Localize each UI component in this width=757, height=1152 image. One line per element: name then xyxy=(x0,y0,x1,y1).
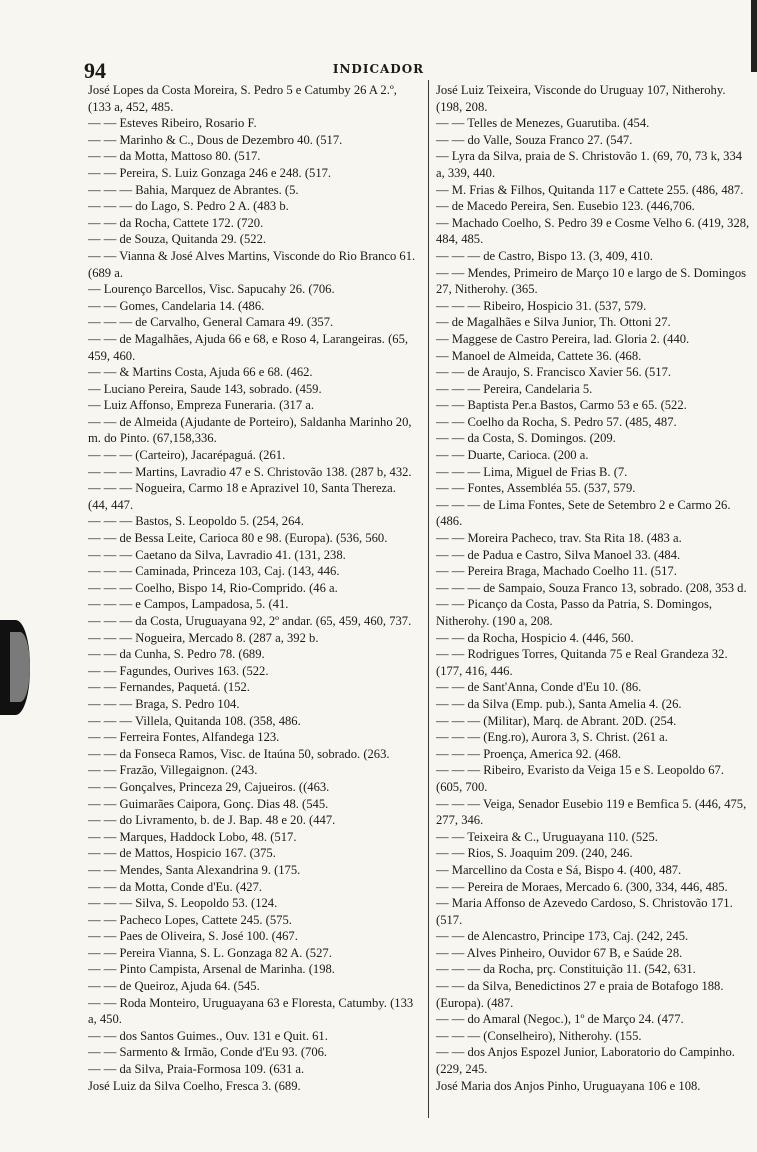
index-entry: — — Alves Pinheiro, Ouvidor 67 B, e Saúde 28. xyxy=(436,945,683,960)
index-entry: — — — da Rocha, prç. Constituição 11. (542, 631. xyxy=(436,962,696,977)
index-entry: — — Fagundes, Ourives 163. (522. xyxy=(88,663,269,678)
index-entry: — — de Queiroz, Ajuda 64. (545. xyxy=(88,979,260,994)
index-entry: — — — Bastos, S. Leopoldo 5. (254, 264. xyxy=(88,514,304,529)
index-entry: — — Rodrigues Torres, Quitanda 75 e Real Grandeza 32. (177, 416, 446. xyxy=(436,647,731,678)
index-entry: — — — Nogueira, Mercado 8. (287 a, 392 b. xyxy=(88,630,319,645)
column-divider xyxy=(428,80,429,1118)
index-entry: — — Mendes, Primeiro de Março 10 e largo de S. Domingos 27, Nitherohy. (365. xyxy=(436,265,750,297)
index-entry: — — — Coelho, Bispo 14, Rio-Comprido. (46 a. xyxy=(88,580,338,595)
index-entry: — — — Caetano da Silva, Lavradio 41. (131, 238. xyxy=(88,547,346,562)
index-entry: — — da Rocha, Cattete 172. (720. xyxy=(88,215,264,230)
index-entry: — — — Nogueira, Carmo 18 e Aprazivel 10, Santa Thereza. (44, 447. xyxy=(88,481,400,512)
index-entry: — Maggese de Castro Pereira, lad. Gloria 2. (440. xyxy=(436,331,690,346)
index-entry: — Lyra da Silva, praia de S. Christovão 1. (69, 70, 73 k, 334 a, 339, 440. xyxy=(436,149,746,180)
index-entry: — — — Veiga, Senador Eusebio 119 e Bemfica 5. (446, 475, 277, 346. xyxy=(436,796,750,828)
index-entry: — — Moreira Pacheco, trav. Sta Rita 18. (483 a. xyxy=(436,531,682,546)
index-entry: — — — Braga, S. Pedro 104. xyxy=(88,696,240,711)
index-entry: — Marcellino da Costa e Sá, Bispo 4. (400, 487. xyxy=(436,862,682,877)
index-entry: — — & Martins Costa, Ajuda 66 e 68. (462. xyxy=(88,365,313,380)
index-entry: — — Picanço da Costa, Passo da Patria, S. Domingos, Nitherohy. (190 a, 208. xyxy=(436,597,716,628)
index-entry: — — Roda Monteiro, Uruguayana 63 e Floresta, Catumby. (133 a, 450. xyxy=(88,995,417,1027)
index-entry: — — Frazão, Villegaignon. (243. xyxy=(88,763,258,778)
index-entry: — — — (Eng.ro), Aurora 3, S. Christ. (261 a. xyxy=(436,730,668,745)
index-entry: — — Pereira de Moraes, Mercado 6. (300, 334, 446, 485. xyxy=(436,879,728,894)
right-column xyxy=(436,82,752,1094)
index-entry: — — da Fonseca Ramos, Visc. de Itaúna 50, sobrado. (263. xyxy=(88,746,390,761)
index-entry: — — de Bessa Leite, Carioca 80 e 98. (Europa). (536, 560. xyxy=(88,531,388,546)
index-entry: — — — (Carteiro), Jacarépaguá. (261. xyxy=(88,448,286,463)
index-entry: — Lourenço Barcellos, Visc. Sapucahy 26. (706. xyxy=(88,282,335,297)
index-entry: — — dos Santos Guimes., Ouv. 131 e Quit. 61. xyxy=(88,1028,328,1043)
index-entry: — — da Costa, S. Domingos. (209. xyxy=(436,431,616,446)
index-entry: — — de Magalhães, Ajuda 66 e 68, e Roso 4, Larangeiras. (65, 459, 460. xyxy=(88,331,412,363)
index-entry: — — de Padua e Castro, Silva Manoel 33. (484. xyxy=(436,547,681,562)
index-entry: — Maria Affonso de Azevedo Cardoso, S. Christovão 171. (517. xyxy=(436,896,736,927)
index-entry: — — do Livramento, b. de J. Bap. 48 e 20. (447. xyxy=(88,813,336,828)
index-entry: — — — da Costa, Uruguayana 92, 2º andar. (65, 459, 460, 737. xyxy=(88,614,412,628)
index-entry: — — — Pereira, Candelaria 5. xyxy=(436,381,593,396)
binding-thumb-mark xyxy=(0,620,30,715)
index-entry: — Manoel de Almeida, Cattete 36. (468. xyxy=(436,348,642,363)
index-entry: — Machado Coelho, S. Pedro 39 e Cosme Velho 6. (419, 328, 484, 485. xyxy=(436,215,753,247)
index-entry: — — Marinho & C., Dous de Dezembro 40. (517. xyxy=(88,132,343,147)
running-head: INDICADOR xyxy=(332,62,425,76)
index-entry: — — da Motta, Conde d'Eu. (427. xyxy=(88,879,263,894)
index-entry: — — do Valle, Souza Franco 27. (547. xyxy=(436,132,633,147)
index-entry: — — Pinto Campista, Arsenal de Marinha. (198. xyxy=(88,962,335,977)
index-entry: — — Marques, Haddock Lobo, 48. (517. xyxy=(88,829,297,844)
index-entry: — — — Ribeiro, Evaristo da Veiga 15 e S. Leopoldo 67. (605, 700. xyxy=(436,763,728,794)
index-entry: — — Telles de Menezes, Guarutiba. (454. xyxy=(436,116,650,131)
index-entry: — — de Souza, Quitanda 29. (522. xyxy=(88,232,267,247)
index-entry: — — da Cunha, S. Pedro 78. (689. xyxy=(88,647,265,662)
index-entry: — — Baptista Per.a Bastos, Carmo 53 e 65. (522. xyxy=(436,398,687,413)
index-entry: — — — de Castro, Bispo 13. (3, 409, 410. xyxy=(436,248,653,263)
index-entry: — — Vianna & José Alves Martins, Visconde do Rio Branco 61. (689 a. xyxy=(88,248,419,280)
left-column xyxy=(88,82,419,1094)
index-entry: — — — (Militar), Marq. de Abrant. 20D. (254. xyxy=(436,713,677,728)
index-entry: — — Sarmento & Irmão, Conde d'Eu 93. (706. xyxy=(88,1045,328,1060)
index-entry: — — — Villela, Quitanda 108. (358, 486. xyxy=(88,713,301,728)
index-entry: — — — de Lima Fontes, Sete de Setembro 2 e Carmo 26. (486. xyxy=(436,497,734,529)
index-entry: — — Pereira, S. Luiz Gonzaga 246 e 248. (517. xyxy=(88,165,332,180)
index-entry: — — Pereira Vianna, S. L. Gonzaga 82 A. (527. xyxy=(88,945,332,960)
index-entry: — — — Martins, Lavradio 47 e S. Christovão 138. (287 b, 432. xyxy=(88,464,412,479)
index-entry: — — Pereira Braga, Machado Coelho 11. (517. xyxy=(436,564,677,579)
index-entry: — — Coelho da Rocha, S. Pedro 57. (485, 487. xyxy=(436,414,677,429)
index-entry: — — — Proença, America 92. (468. xyxy=(436,746,622,761)
index-entry: — — do Amaral (Negoc.), 1º de Março 24. (477. xyxy=(436,1012,684,1027)
index-entry: — Luiz Affonso, Empreza Funeraria. (317 a. xyxy=(88,398,315,413)
index-entry: — — Mendes, Santa Alexandrina 9. (175. xyxy=(88,862,301,877)
index-entry: — — Paes de Oliveira, S. José 100. (467. xyxy=(88,929,298,944)
page-number: 94 xyxy=(84,58,106,83)
index-entry: — — da Motta, Mattoso 80. (517. xyxy=(88,149,261,164)
index-entry: — — de Araujo, S. Francisco Xavier 56. (517. xyxy=(436,365,672,380)
index-entry: — — da Silva, Praia-Formosa 109. (631 a. xyxy=(88,1062,305,1077)
index-entry: — de Macedo Pereira, Sen. Eusebio 123. (446,706. xyxy=(436,199,695,214)
index-entry: José Lopes da Costa Moreira, S. Pedro 5 e Catumby 26 A 2.º, (133 a, 452, 485. xyxy=(88,83,401,114)
index-entry: — — Guimarães Caipora, Gonç. Dias 48. (545. xyxy=(88,796,329,811)
index-entry: — — — e Campos, Lampadosa, 5. (41. xyxy=(88,597,289,612)
index-entry: — — — Ribeiro, Hospicio 31. (537, 579. xyxy=(436,298,647,313)
index-entry: — — Fernandes, Paquetá. (152. xyxy=(88,680,250,695)
index-entry: José Luiz Teixeira, Visconde do Uruguay 107, Nitherohy. (198, 208. xyxy=(436,83,729,114)
index-entry: — — Gonçalves, Princeza 29, Cajueiros. ((463. xyxy=(88,779,330,794)
index-entry: — — Esteves Ribeiro, Rosario F. xyxy=(88,116,257,131)
index-entry: — — — de Carvalho, General Camara 49. (357. xyxy=(88,315,334,330)
index-entry: — — Rios, S. Joaquim 209. (240, 246. xyxy=(436,846,633,861)
index-entry: — — de Sant'Anna, Conde d'Eu 10. (86. xyxy=(436,680,642,695)
index-entry: — — Duarte, Carioca. (200 a. xyxy=(436,448,589,463)
index-entry: — — de Alencastro, Principe 173, Caj. (242, 245. xyxy=(436,929,689,944)
index-entry: — — Teixeira & C., Uruguayana 110. (525. xyxy=(436,829,658,844)
index-entry: — — da Silva, Benedictinos 27 e praia de Botafogo 188. (Europa). (487. xyxy=(436,979,727,1010)
index-entry: — — dos Anjos Espozel Junior, Laboratorio do Campinho. (229, 245. xyxy=(436,1045,739,1077)
index-entry: José Maria dos Anjos Pinho, Uruguayana 106 e 108. xyxy=(436,1078,701,1093)
index-entry: — — — Silva, S. Leopoldo 53. (124. xyxy=(88,896,278,911)
index-entry: — Luciano Pereira, Saude 143, sobrado. (459. xyxy=(88,381,322,396)
index-entry: — — Pacheco Lopes, Cattete 245. (575. xyxy=(88,912,292,927)
index-entry: — — da Rocha, Hospicio 4. (446, 560. xyxy=(436,630,634,645)
index-entry: — — — (Conselheiro), Nitherohy. (155. xyxy=(436,1028,642,1043)
index-entry: — — — Bahia, Marquez de Abrantes. (5. xyxy=(88,182,299,197)
index-entry: — — de Mattos, Hospicio 167. (375. xyxy=(88,846,276,861)
index-entry: — — — do Lago, S. Pedro 2 A. (483 b. xyxy=(88,199,289,214)
index-entry: — — — Lima, Miguel de Frias B. (7. xyxy=(436,464,628,479)
index-entry: — — de Almeida (Ajudante de Porteiro), Saldanha Marinho 20, m. do Pinto. (67,158,336. xyxy=(88,414,415,446)
index-entry: — — — Caminada, Princeza 103, Caj. (143, 446. xyxy=(88,564,340,579)
index-entry: — de Magalhães e Silva Junior, Th. Ottoni 27. xyxy=(436,315,671,330)
index-entry: — M. Frias & Filhos, Quitanda 117 e Cattete 255. (486, 487. xyxy=(436,182,744,197)
index-entry: — — — de Sampaio, Souza Franco 13, sobrado. (208, 353 d. xyxy=(436,580,747,595)
index-entry: — — Ferreira Fontes, Alfandega 123. xyxy=(88,730,280,745)
index-entry: — — Fontes, Assembléa 55. (537, 579. xyxy=(436,481,636,496)
index-entry: José Luiz da Silva Coelho, Fresca 3. (689. xyxy=(88,1078,301,1093)
index-entry: — — Gomes, Candelaria 14. (486. xyxy=(88,298,265,313)
index-entry: — — da Silva (Emp. pub.), Santa Amelia 4. (26. xyxy=(436,696,682,711)
